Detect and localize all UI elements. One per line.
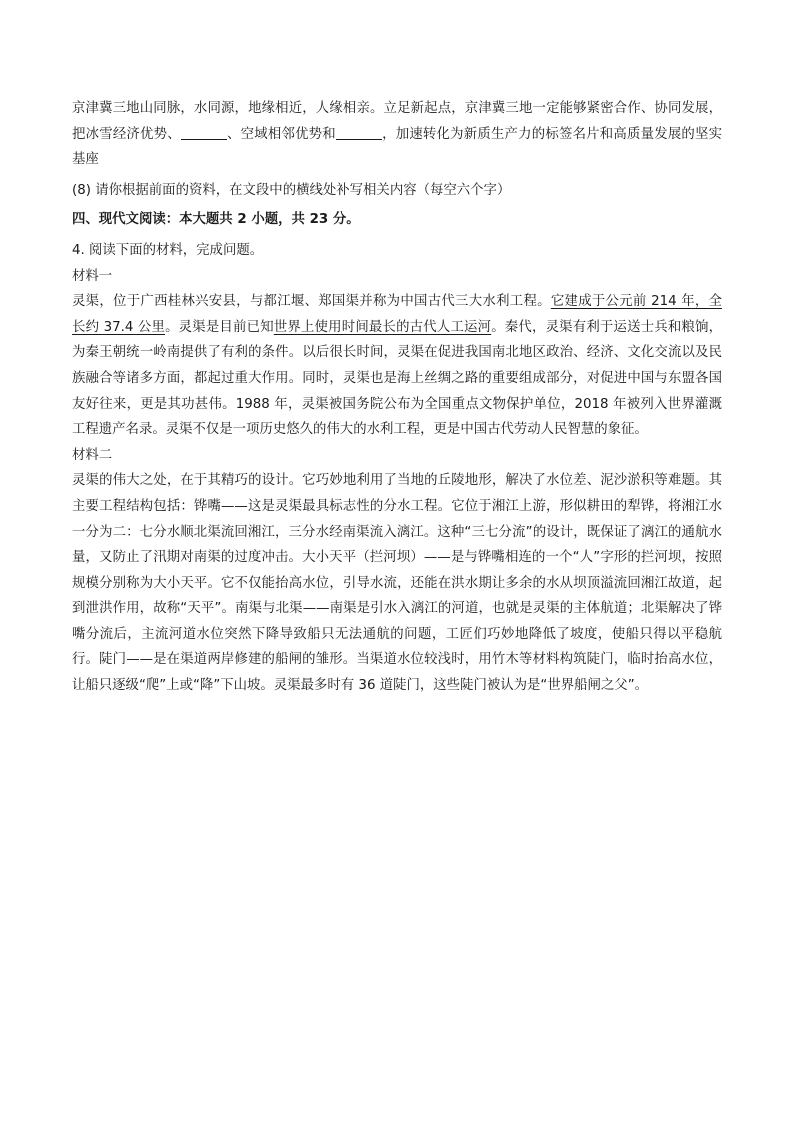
section-label: 四、现代文阅读： xyxy=(72,212,180,228)
material-1-sentence-2: 。灵渠是目前已知 xyxy=(165,319,274,335)
fill-blank-1[interactable] xyxy=(181,124,227,140)
passage-text-1: 京津冀三地山同脉，水同源，地缘相近，人缘相亲。立足新起点，京津冀三地一定能够紧密合作、协同发展，把冰雪经济优势、 xyxy=(72,101,722,142)
passage-text-2: 、空域相邻优势和 xyxy=(226,126,336,142)
section-score: 23 xyxy=(309,212,329,228)
passage-text-3: ，加速转化为新质生产力的标签名片和高质量发展的坚实基座 xyxy=(72,126,723,168)
material-1-sentence-1: 灵渠，位于广西桂林兴安县，与都江堰、郑国渠并称为中国古代三大水利工程。 xyxy=(72,294,551,310)
material-1-sentence-3: 。秦代，灵渠有利于运送士兵和粮饷，为秦王朝统一岭南提供了有利的条件。以后很长时间，灵渠在促进我国南北地区政治、经济、文化交流以及民族融合等诸多方面，都起过重大作用。同时，灵渠也是海上丝绸之路的重要组成部分，对促进中国与东盟各国友好往来，更是其功甚伟。1988 年，灵渠被国务院公布为全国重点文物保护单位，2018 年被列入世界灌溉工程遗产名录。灵渠不仅是一项历史悠久的伟大的水利工程，更是中国古代劳动人民智慧的象征。 xyxy=(72,319,723,438)
section-desc-post: 分。 xyxy=(328,212,360,228)
material-1-underlined-2: 世界上使用时间最长的古代人工运河 xyxy=(273,319,492,335)
material-2-title: 材料二 xyxy=(72,447,113,463)
passage-paragraph xyxy=(72,96,722,173)
section-desc-mid: 小题，共 xyxy=(246,212,310,228)
material-1-text xyxy=(72,289,722,443)
material-2-text: 灵渠的伟大之处，在于其精巧的设计。它巧妙地利用了当地的丘陵地形，解决了水位差、泥沙淤积等难题。其主要工程结构包括：铧嘴——这是灵渠最具标志性的分水工程。它位于湘江上游，形似耕田的犁铧，将湘江水一分为二：七分水顺北渠流回湘江，三分水经南渠流入漓江。这种“三七分流”的设计，既保证了漓江的通航水量，又防止了汛期对南渠的过度冲击。大小天平（拦河坝）——是与铧嘴相连的一个“人”字形的拦河坝，按照规模分别称为大小天平。它不仅能抬高水位，引导水流，还能在洪水期让多余的水从坝顶溢流回湘江故道，起到泄洪作用，故称“天平”。南渠与北渠——南渠是引水入漓江的河道，也就是灵渠的主体航道；北渠解决了铧嘴分流后，主流河道水位突然下降导致船只无法通航的问题，工匠们巧妙地降低了坡度，使船只得以平稳航行。陡门——是在渠道两岸修建的船闸的雏形。当渠道水位较浅时，用竹木等材料构筑陡门，临时抬高水位，让船只逐级“爬”上或“降”下山坡。灵渠最多时有 36 道陡门，这些陡门被认为是“世界船闸之父”。 xyxy=(72,473,722,694)
question-4: 4. 阅读下面的材料，完成问题。 xyxy=(72,242,264,258)
fill-blank-2[interactable] xyxy=(336,124,382,140)
material-1-title: 材料一 xyxy=(72,268,113,284)
section-desc-pre: 本大题共 xyxy=(179,212,238,228)
material-1-underlined-1: 它建成于公元前 214 年，全长约 37.4 公里 xyxy=(72,294,722,335)
question-8: (8) 请你根据前面的资料，在文段中的横线处补写相关内容（每空六个字） xyxy=(72,182,511,198)
section-heading xyxy=(72,207,722,233)
section-question-count: 2 xyxy=(237,212,247,228)
document-page xyxy=(72,96,722,699)
